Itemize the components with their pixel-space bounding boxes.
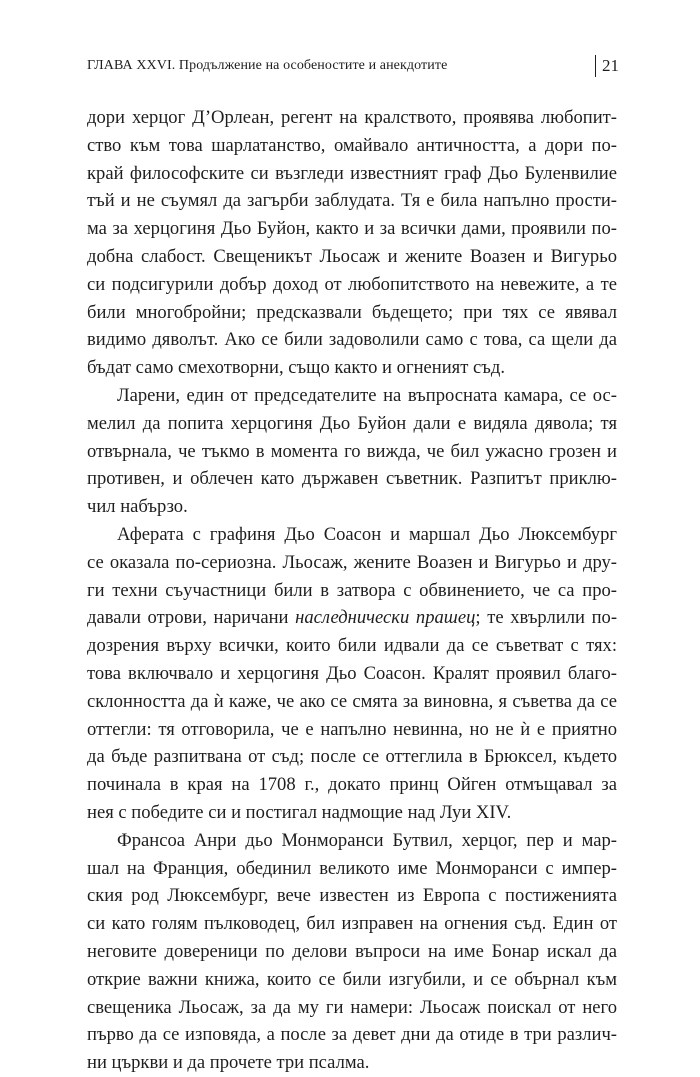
chapter-subtitle: Продължение на особеностите и анекдотите <box>175 58 448 73</box>
text-line: мелил да попита херцогиня Дьо Буйон дали е видяла дявола; тя <box>87 412 617 434</box>
paragraph-3 <box>87 521 617 827</box>
text-line: оттегли: тя отговорила, че е напълно невинна, но не ѝ е приятно <box>87 718 617 740</box>
text-line: ство към това шарлатанство, омайвало античността, а дори по- <box>87 134 617 156</box>
text-line: неговите довереници по делови въпроси на име Бонар искал да <box>87 940 617 962</box>
italic-term: наследнически прашец <box>295 607 476 629</box>
running-header <box>87 55 627 79</box>
text-line: да бъде разпитвана от съд; после се оттеглила в Брюксел, където <box>87 746 617 768</box>
text-line: починала в края на 1708 г., докато принц Ойген отмъщавал за <box>87 774 617 796</box>
text-line: отвърнала, че тъкмо в момента го вижда, че бил ужасно грозен и <box>87 440 617 462</box>
paragraph-1 <box>87 104 617 382</box>
chapter-label: ГЛАВА XXVI. <box>87 58 176 73</box>
text-line: ги техни съучастници били в затвора с обвинението, че са про- <box>87 579 617 601</box>
text-line: склонността да ѝ каже, че ако се смята за виновна, я съветва да се <box>87 690 617 712</box>
text-line: добна слабост. Свещеникът Льосаж и жените Воазен и Вигурьо <box>87 245 617 267</box>
text-line: си като голям пълководец, бил изправен на огнения съд. Един от <box>87 913 617 935</box>
text-line: ма за херцогиня Дьо Буйон, както и за всички дами, проявили по- <box>87 218 617 240</box>
text-line: се оказала по-сериозна. Льосаж, жените Воазен и Вигурьо и дру- <box>87 551 617 573</box>
text-line: край философските си възгледи известният граф Дьо Буленвилие <box>87 162 617 184</box>
page-body <box>87 104 617 1077</box>
text-line: противен, и облечен като държавен съветник. Разпитът приклю- <box>87 468 617 490</box>
text-line: нея с победите си и постигал надмощие над Луи XIV. <box>87 801 512 823</box>
paragraph-4 <box>87 827 617 1077</box>
text-line: чил набързо. <box>87 496 188 518</box>
text-line: шал на Франция, обединил великото име Монморанси с импер- <box>87 857 617 879</box>
header-vertical-rule <box>595 55 596 77</box>
running-head <box>87 58 447 74</box>
text-line: ския род Люксембург, вече известен из Европа с постиженията <box>87 885 617 907</box>
paragraph-2 <box>87 382 617 521</box>
text-line: Франсоа Анри дьо Монморанси Бутвил, херцог, пер и мар- <box>117 829 617 851</box>
page-number: 21 <box>602 56 619 75</box>
text-line: първо да се изповяда, а после за девет дни да отиде в три различ- <box>87 1024 617 1046</box>
text-line: Аферата с графиня Дьо Соасон и маршал Дьо Люксембург <box>117 523 617 545</box>
text-line: Ларени, един от председателите на въпросната камара, се ос- <box>117 384 617 406</box>
text-line-with-italic <box>87 604 617 632</box>
text-line: открие важни книжа, които се били изгубили, и се обърнал към <box>87 968 617 990</box>
text-segment: давали отрови, наричани <box>87 607 296 629</box>
text-segment: ; те хвърлили по- <box>475 607 618 629</box>
text-line: свещеника Льосаж, за да му ги намери: Льосаж поискал от него <box>87 996 617 1018</box>
text-line: ни църкви и да прочете три псалма. <box>87 1052 370 1074</box>
text-line: били многобройни; предсказвали бъдещето; при тях се явявал <box>87 301 617 323</box>
text-line: дори херцог Д’Орлеан, регент на кралството, проявява любопит- <box>87 107 617 128</box>
text-line: дозрения върху всички, които били идвали да се съветват с тях: <box>87 635 617 657</box>
text-line: видимо дяволът. Ако се били задоволили само с това, са щели да <box>87 329 617 351</box>
text-line: си подсигурили добър доход от любопитството на невежите, а те <box>87 273 617 295</box>
text-line: бъдат само смехотворни, също както и огненият съд. <box>87 357 505 379</box>
text-line: това включвало и херцогиня Дьо Соасон. Кралят проявил благо- <box>87 662 617 684</box>
text-line: тъй и не съумял да загърби заблудата. Тя е била напълно прости- <box>87 190 617 212</box>
